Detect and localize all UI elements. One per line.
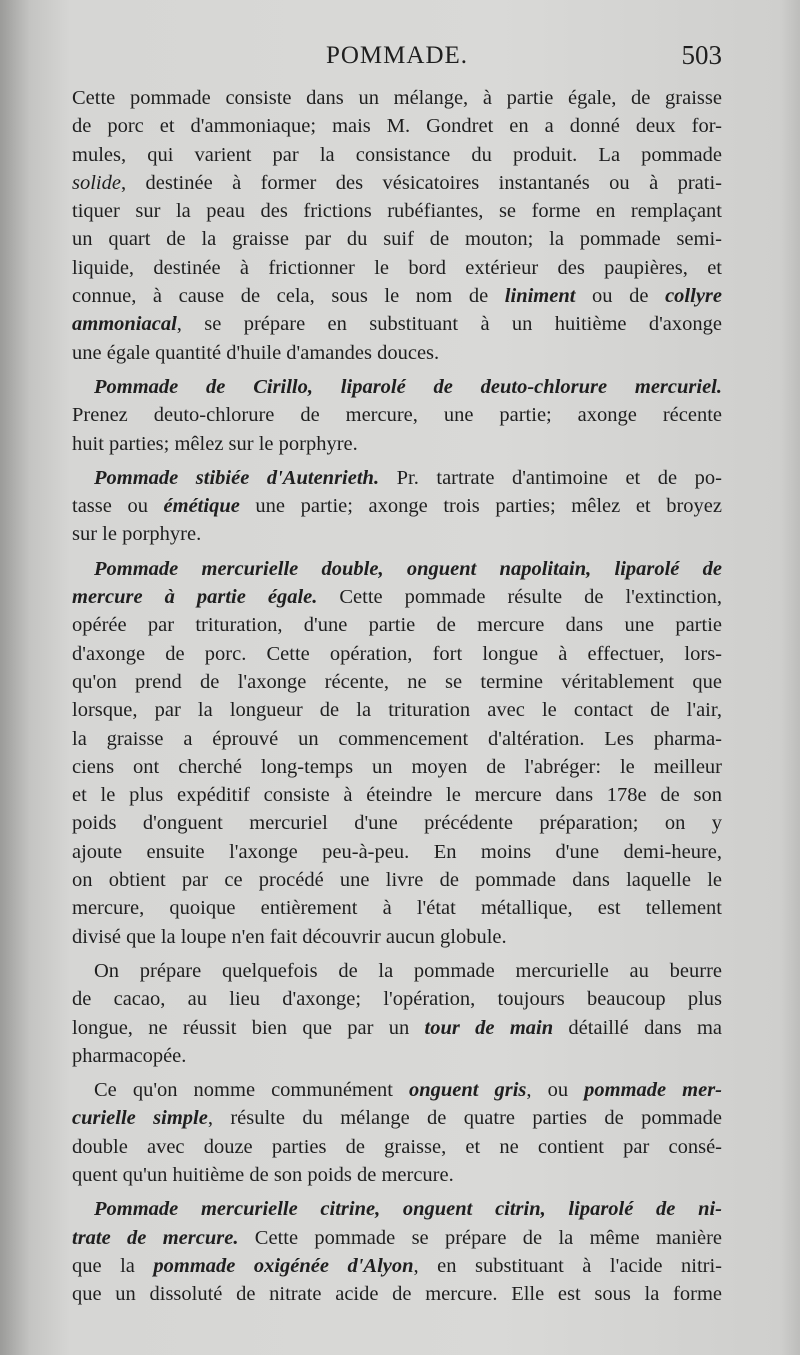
text-line: que un dissoluté de nitrate acide de mercure. Elle est sous la forme bbox=[72, 1283, 722, 1306]
text-line: divisé que la loupe n'en fait découvrir aucun globule. bbox=[72, 925, 507, 948]
text-line: lorsque, par la longueur de la trituration avec le contact de l'air, bbox=[72, 699, 722, 722]
recipe-heading: Pommade stibiée d'Autenrieth. bbox=[94, 466, 380, 489]
text-line: et le plus expéditif consiste à éteindre le mercure dans 178e de son bbox=[72, 784, 722, 807]
text-line: qu'on prend de l'axonge récente, ne se termine véritablement que bbox=[72, 670, 722, 693]
text-line: liquide, destinée à frictionner le bord extérieur des paupières, et bbox=[72, 256, 722, 279]
text-line: pharmacopée. bbox=[72, 1044, 187, 1067]
italic-term: onguent gris bbox=[408, 1079, 527, 1102]
page-body bbox=[72, 84, 722, 1308]
italic-term: curielle simple bbox=[72, 1107, 208, 1130]
text-run: connue, à cause de cela, sous le nom de bbox=[72, 285, 505, 308]
text-line bbox=[72, 1252, 722, 1280]
page-number: 503 bbox=[681, 40, 722, 70]
text-line bbox=[72, 1076, 722, 1104]
italic-term: ammoniacal bbox=[72, 313, 177, 336]
text-run: détaillé dans ma bbox=[553, 1016, 722, 1039]
text-run: , se prépare en substituant à un huitième d'axonge bbox=[176, 313, 722, 336]
text-line: la graisse a éprouvé un commencement d'altération. Les pharma- bbox=[72, 727, 722, 750]
text-line: On prépare quelquefois de la pommade mercurielle au beurre bbox=[94, 959, 722, 982]
italic-term: émétique bbox=[163, 495, 240, 518]
text-run: une partie; axonge trois parties; mêlez et broyez bbox=[239, 495, 722, 518]
text-line: mules, qui varient par la consistance du produit. La pommade bbox=[72, 143, 722, 166]
page-header bbox=[72, 40, 722, 80]
text-run: Cette pommade se prépare de la même manière bbox=[238, 1226, 722, 1249]
italic-term: pommade mer- bbox=[584, 1079, 722, 1102]
text-run: , résulte du mélange de quatre parties de pommade bbox=[207, 1107, 722, 1130]
text-run: , ou bbox=[526, 1079, 585, 1102]
text-line: de porc et d'ammoniaque; mais M. Gondret en a donné deux for- bbox=[72, 115, 722, 138]
recipe-heading: trate de mercure. bbox=[72, 1226, 239, 1249]
recipe-heading: Pommade de Cirillo, liparolé de deuto-chlorure mercuriel. bbox=[94, 375, 722, 398]
text-run: Pr. tartrate d'antimoine et de po- bbox=[379, 466, 722, 489]
text-line: d'axonge de porc. Cette opération, fort longue à effectuer, lors- bbox=[72, 642, 722, 665]
text-line: on obtient par ce procédé une livre de pommade dans laquelle le bbox=[72, 869, 722, 892]
text-run: ou de bbox=[575, 285, 666, 308]
text-line: ajoute ensuite l'axonge peu-à-peu. En moins d'une demi-heure, bbox=[72, 840, 722, 863]
text-line: une égale quantité d'huile d'amandes douces. bbox=[72, 341, 440, 364]
italic-term: liniment bbox=[504, 285, 576, 308]
text-line bbox=[72, 1014, 722, 1042]
text-run: longue, ne réussit bien que par un bbox=[72, 1016, 425, 1039]
italic-term: collyre bbox=[665, 285, 722, 308]
text-line: poids d'onguent mercuriel d'une précédente préparation; on y bbox=[72, 812, 722, 835]
text-line bbox=[72, 1224, 722, 1252]
text-run: , en substituant à l'acide nitri- bbox=[413, 1254, 722, 1277]
running-title: POMMADE. bbox=[325, 42, 469, 69]
text-run: que la bbox=[72, 1254, 154, 1277]
text-line: opérée par trituration, d'une partie de mercure dans une partie bbox=[72, 614, 722, 637]
italic-term: solide bbox=[72, 171, 121, 194]
text-line: de cacao, au lieu d'axonge; l'opération, toujours beaucoup plus bbox=[72, 988, 722, 1011]
text-run: , destinée à former des vésicatoires instantanés ou à prati- bbox=[120, 171, 722, 194]
text-line bbox=[72, 464, 722, 492]
text-line: quent qu'un huitième de son poids de mercure. bbox=[72, 1163, 454, 1186]
text-line bbox=[72, 583, 722, 611]
text-run: tasse ou bbox=[72, 495, 164, 518]
text-line bbox=[72, 310, 722, 338]
text-line: un quart de la graisse par du suif de mouton; la pommade semi- bbox=[72, 228, 722, 251]
text-line bbox=[72, 492, 722, 520]
text-line bbox=[72, 282, 722, 310]
text-line bbox=[72, 1104, 722, 1132]
text-run: Ce qu'on nomme communément bbox=[94, 1079, 409, 1102]
recipe-heading: mercure à partie égale. bbox=[72, 586, 318, 609]
recipe-heading: Pommade mercurielle double, onguent napolitain, liparolé de bbox=[94, 557, 722, 580]
text-line: huit parties; mêlez sur le porphyre. bbox=[72, 432, 358, 455]
text-line: double avec douze parties de graisse, et ne contient par consé- bbox=[72, 1135, 722, 1158]
text-line bbox=[72, 169, 722, 197]
recipe-heading: Pommade mercurielle citrine, onguent citrin, liparolé de ni- bbox=[94, 1198, 722, 1221]
text-line: mercure, quoique entièrement à l'état métallique, est tellement bbox=[72, 897, 722, 920]
italic-term: tour de main bbox=[424, 1016, 554, 1039]
text-line: sur le porphyre. bbox=[72, 523, 202, 546]
italic-term: pommade oxigénée d'Alyon bbox=[153, 1254, 414, 1277]
text-line: Cette pommade consiste dans un mélange, à partie égale, de graisse bbox=[72, 87, 722, 109]
text-line: tiquer sur la peau des frictions rubéfiantes, se forme en remplaçant bbox=[72, 200, 722, 223]
text-line: ciens ont cherché long-temps un moyen de l'abréger: le meilleur bbox=[72, 755, 722, 778]
text-line: Prenez deuto-chlorure de mercure, une partie; axonge récente bbox=[72, 404, 722, 427]
text-run: Cette pommade résulte de l'extinction, bbox=[317, 586, 722, 609]
